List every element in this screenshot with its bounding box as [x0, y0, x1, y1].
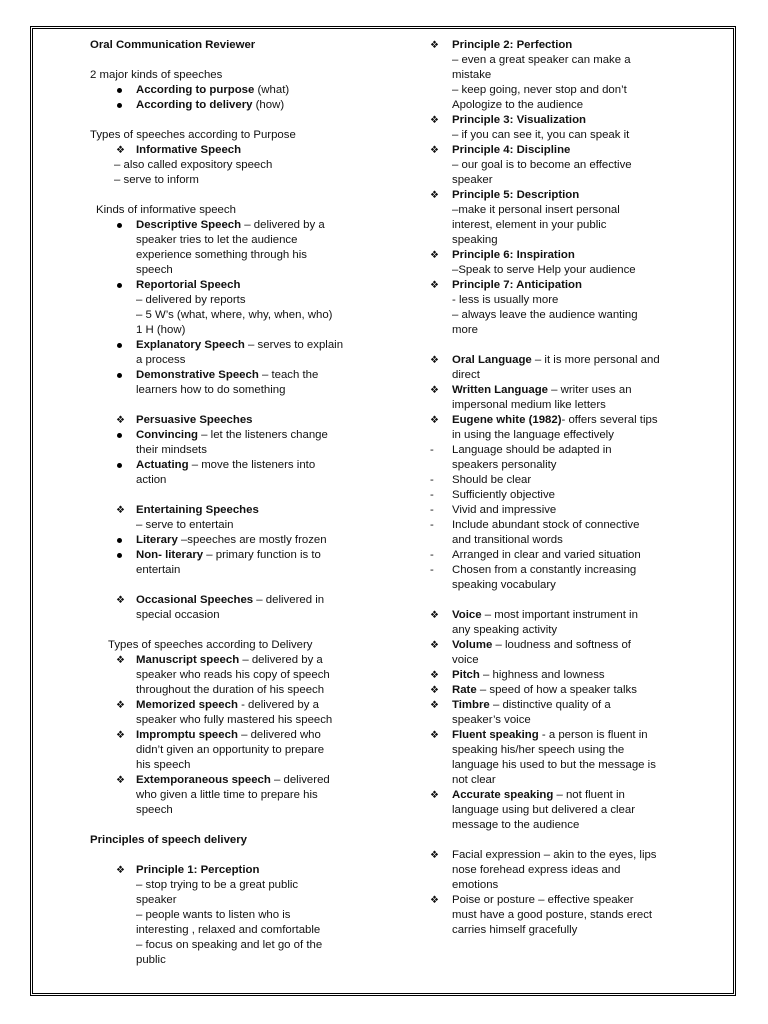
item-first-line [430, 893, 690, 908]
list-item [430, 638, 690, 668]
item-continuation: a process [136, 354, 186, 366]
item-term: Actuating [136, 459, 189, 471]
tip-line: Should be clear [452, 474, 532, 486]
item-continuation: in using the language effectively [452, 429, 614, 441]
item-heading: Principle 6: Inspiration [452, 249, 575, 261]
item-first-line [430, 848, 690, 863]
item-continuation: speech [136, 804, 173, 816]
item-detail: – even a great speaker can make a [452, 54, 631, 66]
bullet-icon [117, 553, 122, 558]
bullet-icon [117, 343, 122, 348]
item-detail: – serve to entertain [136, 519, 234, 531]
item-heading: Principle 7: Anticipation [452, 279, 582, 291]
item-term: Explanatory Speech [136, 339, 245, 351]
item-continuation: speaker’s voice [452, 714, 531, 726]
item-continuation: direct [452, 369, 480, 381]
list-item [90, 83, 375, 98]
item-continuation: carries himself gracefully [452, 924, 578, 936]
item-text: – serves to explain [244, 339, 344, 351]
item-first-line [90, 698, 375, 713]
tip-line: Arranged in clear and varied situation [452, 549, 641, 561]
bullet-icon [117, 538, 122, 543]
item-term: Timbre [452, 699, 490, 711]
item-first-line [430, 353, 690, 368]
item-first-line [90, 338, 375, 353]
principle-item [430, 38, 690, 113]
item-first-line [90, 428, 375, 443]
item-continuation: didn’t given an opportunity to prepare [136, 744, 325, 756]
list-item [90, 458, 375, 488]
item-text: Facial expression – akin to the eyes, lips [452, 849, 657, 861]
item-text: - offers several tips [561, 414, 658, 426]
dash-bullet-icon: - [430, 489, 434, 501]
list-item [430, 353, 690, 383]
item-continuation: not clear [452, 774, 496, 786]
principle-item [430, 278, 690, 338]
item-term: Memorized speech [136, 699, 238, 711]
item-heading: Principle 3: Visualization [452, 114, 586, 126]
item-continuation: speaker who reads his copy of speech [136, 669, 330, 681]
bullet-icon [117, 373, 122, 378]
item-text: – delivered by a [239, 654, 323, 666]
tip-line: Include abundant stock of connective [452, 519, 640, 531]
bullet-icon [117, 283, 122, 288]
item-first-line [430, 698, 690, 713]
dash-bullet-icon: - [430, 444, 434, 456]
item-first-line [90, 218, 375, 233]
item-heading: Principle 4: Discipline [452, 144, 571, 156]
principle-item [430, 143, 690, 188]
tip-item [430, 518, 690, 548]
item-continuation: message to the audience [452, 819, 580, 831]
diamond-bullet-icon: ❖ [430, 700, 439, 711]
item-detail: – if you can see it, you can speak it [452, 129, 630, 141]
item-text: – loudness and softness of [492, 639, 631, 651]
item-term: Accurate speaking [452, 789, 554, 801]
item-text: – delivered who [237, 729, 321, 741]
item-detail: –make it personal insert personal [452, 204, 620, 216]
diamond-bullet-icon: ❖ [430, 610, 439, 621]
spacer [90, 53, 375, 68]
item-term: Volume [452, 639, 493, 651]
item-term: According to delivery [136, 99, 253, 111]
item-term: Manuscript speech [136, 654, 240, 666]
item-term: Reportorial Speech [136, 279, 241, 291]
list-item [430, 893, 690, 938]
item-detail: – stop trying to be a great public [136, 879, 299, 891]
item-detail: - less is usually more [452, 294, 559, 306]
item-text: - a person is fluent in [538, 729, 648, 741]
diamond-bullet-icon: ❖ [116, 655, 125, 666]
item-continuation: special occasion [136, 609, 220, 621]
list-item [430, 383, 690, 413]
item-text: – not fluent in [553, 789, 625, 801]
item-first-line [430, 383, 690, 398]
diamond-bullet-icon: ❖ [430, 415, 439, 426]
list-item [430, 698, 690, 728]
spacer [90, 188, 375, 203]
item-heading: Persuasive Speeches [136, 414, 253, 426]
item-heading: Principle 1: Perception [136, 864, 260, 876]
principle-item [430, 113, 690, 143]
list-item [430, 788, 690, 833]
diamond-bullet-icon: ❖ [430, 40, 439, 51]
tip-line: speaking vocabulary [452, 579, 556, 591]
dash-bullet-icon: - [430, 549, 434, 561]
item-continuation: 1 H (how) [136, 324, 186, 336]
item-detail: more [452, 324, 478, 336]
principle-item [430, 248, 690, 278]
spacer [90, 623, 375, 638]
item-continuation: nose forehead express ideas and [452, 864, 621, 876]
diamond-bullet-icon: ❖ [430, 250, 439, 261]
page-title: Oral Communication Reviewer [90, 39, 256, 51]
item-continuation: any speaking activity [452, 624, 558, 636]
item-first-line [430, 608, 690, 623]
spacer [430, 593, 690, 608]
item-term: Occasional Speeches [136, 594, 254, 606]
diamond-bullet-icon: ❖ [430, 355, 439, 366]
dash-bullet-icon: - [430, 564, 434, 576]
item-first-line [90, 458, 375, 473]
list-item [430, 413, 690, 443]
tip-line: speakers personality [452, 459, 557, 471]
item-text: – delivered in [253, 594, 325, 606]
item-first-line [430, 788, 690, 803]
list-item [90, 533, 375, 548]
item-first-line [430, 683, 690, 698]
item-first-line [90, 83, 375, 98]
diamond-bullet-icon: ❖ [430, 730, 439, 741]
item-text: – delivered [270, 774, 330, 786]
diamond-bullet-icon: ❖ [430, 670, 439, 681]
item-text: – distinctive quality of a [489, 699, 611, 711]
section-heading: Kinds of informative speech [96, 204, 236, 216]
list-item [90, 338, 375, 368]
tip-item [430, 473, 690, 488]
item-continuation: impersonal medium like letters [452, 399, 606, 411]
item-term: Voice [452, 609, 482, 621]
item-continuation: speaker tries to let the audience [136, 234, 298, 246]
dash-bullet-icon: - [430, 519, 434, 531]
list-item [90, 593, 375, 623]
tip-item [430, 503, 690, 518]
item-term: Rate [452, 684, 477, 696]
list-item [90, 503, 375, 533]
item-detail: speaker [136, 894, 177, 906]
item-term: Eugene white (1982) [452, 414, 562, 426]
spacer [90, 578, 375, 593]
diamond-bullet-icon: ❖ [116, 595, 125, 606]
tip-item [430, 488, 690, 503]
item-first-line [90, 653, 375, 668]
item-first-line [430, 668, 690, 683]
tip-line: Sufficiently objective [452, 489, 555, 501]
item-term: Impromptu speech [136, 729, 238, 741]
tip-line: Language should be adapted in [452, 444, 612, 456]
list-item [430, 683, 690, 698]
item-detail: – keep going, never stop and don’t [452, 84, 627, 96]
item-heading: Entertaining Speeches [136, 504, 259, 516]
item-term: Demonstrative Speech [136, 369, 259, 381]
item-text: – writer uses an [547, 384, 632, 396]
item-continuation: – delivered by reports [136, 294, 246, 306]
item-continuation: speech [136, 264, 173, 276]
diamond-bullet-icon: ❖ [430, 640, 439, 651]
item-detail: – serve to inform [114, 174, 199, 186]
tip-line: and transitional words [452, 534, 563, 546]
bullet-icon [117, 223, 122, 228]
item-continuation: their mindsets [136, 444, 207, 456]
item-first-line [90, 368, 375, 383]
item-text: - delivered by a [237, 699, 319, 711]
item-heading: Principle 5: Description [452, 189, 580, 201]
item-continuation: speaker who fully mastered his speech [136, 714, 333, 726]
item-term: According to purpose [136, 84, 255, 96]
item-text: –speeches are mostly frozen [177, 534, 327, 546]
item-text: – most important instrument in [481, 609, 638, 621]
item-continuation: – 5 W’s (what, where, why, when, who) [136, 309, 333, 321]
item-first-line [90, 533, 375, 548]
spacer [430, 338, 690, 353]
item-continuation: his speech [136, 759, 191, 771]
spacer [90, 818, 375, 833]
spacer [90, 113, 375, 128]
bullet-icon [117, 103, 122, 108]
diamond-bullet-icon: ❖ [116, 505, 125, 516]
list-item [90, 698, 375, 728]
item-detail: – always leave the audience wanting [452, 309, 638, 321]
list-item [90, 368, 375, 398]
item-detail: – people wants to listen who is [136, 909, 291, 921]
item-term: Non- literary [136, 549, 204, 561]
list-item [90, 728, 375, 773]
item-first-line [430, 728, 690, 743]
diamond-bullet-icon: ❖ [430, 280, 439, 291]
item-term: Descriptive Speech [136, 219, 242, 231]
diamond-bullet-icon: ❖ [430, 145, 439, 156]
list-item [90, 413, 375, 428]
item-text: – delivered by a [241, 219, 325, 231]
tip-item [430, 443, 690, 473]
diamond-bullet-icon: ❖ [430, 115, 439, 126]
principle-item [430, 188, 690, 248]
bullet-icon [117, 88, 122, 93]
item-text: – teach the [258, 369, 319, 381]
list-item [430, 608, 690, 638]
item-text: (how) [252, 99, 285, 111]
item-continuation: voice [452, 654, 479, 666]
item-detail: speaking [452, 234, 498, 246]
item-text: – highness and lowness [479, 669, 605, 681]
spacer [90, 398, 375, 413]
item-term: Extemporaneous speech [136, 774, 271, 786]
list-item [90, 548, 375, 578]
tip-item [430, 548, 690, 563]
item-text: – let the listeners change [198, 429, 328, 441]
section-heading: Principles of speech delivery [90, 834, 248, 846]
tip-line: Vivid and impressive [452, 504, 557, 516]
item-detail: –Speak to serve Help your audience [452, 264, 636, 276]
item-continuation: must have a good posture, stands erect [452, 909, 653, 921]
list-item [90, 98, 375, 113]
list-item [90, 773, 375, 818]
item-term: Oral Language [452, 354, 532, 366]
item-detail: – focus on speaking and let go of the [136, 939, 323, 951]
item-first-line [430, 413, 690, 428]
item-first-line [90, 728, 375, 743]
list-item [90, 143, 375, 188]
spacer [90, 488, 375, 503]
list-item [90, 863, 375, 968]
item-continuation: language his used to but the message is [452, 759, 656, 771]
item-heading: Principle 2: Perfection [452, 39, 573, 51]
list-item [430, 668, 690, 683]
item-detail: public [136, 954, 166, 966]
left-column [90, 38, 375, 968]
list-item [90, 278, 375, 338]
item-first-line [90, 773, 375, 788]
spacer [90, 848, 375, 863]
diamond-bullet-icon: ❖ [430, 790, 439, 801]
item-term: Pitch [452, 669, 480, 681]
item-detail: Apologize to the audience [452, 99, 584, 111]
diamond-bullet-icon: ❖ [116, 730, 125, 741]
item-text: (what) [254, 84, 290, 96]
list-item [90, 218, 375, 278]
item-text: Poise or posture – effective speaker [452, 894, 634, 906]
diamond-bullet-icon: ❖ [430, 685, 439, 696]
item-term: Written Language [452, 384, 548, 396]
item-term: Literary [136, 534, 178, 546]
list-item [90, 653, 375, 698]
section-heading: Types of speeches according to Purpose [90, 129, 296, 141]
item-continuation: entertain [136, 564, 181, 576]
item-continuation: who given a little time to prepare his [136, 789, 318, 801]
diamond-bullet-icon: ❖ [116, 415, 125, 426]
diamond-bullet-icon: ❖ [430, 190, 439, 201]
bullet-icon [117, 463, 122, 468]
item-first-line [90, 548, 375, 563]
item-first-line [90, 593, 375, 608]
item-continuation: action [136, 474, 167, 486]
item-heading: Informative Speech [136, 144, 242, 156]
diamond-bullet-icon: ❖ [430, 895, 439, 906]
item-text: – it is more personal and [531, 354, 660, 366]
item-text: – primary function is to [203, 549, 321, 561]
item-term: Fluent speaking [452, 729, 539, 741]
item-first-line [90, 278, 375, 293]
dash-bullet-icon: - [430, 474, 434, 486]
spacer [430, 833, 690, 848]
list-item [90, 428, 375, 458]
diamond-bullet-icon: ❖ [116, 775, 125, 786]
item-continuation: experience something through his [136, 249, 307, 261]
diamond-bullet-icon: ❖ [116, 865, 125, 876]
bullet-icon [117, 433, 122, 438]
diamond-bullet-icon: ❖ [430, 385, 439, 396]
item-continuation: emotions [452, 879, 499, 891]
item-detail: interesting , relaxed and comfortable [136, 924, 321, 936]
tip-item [430, 563, 690, 593]
item-first-line [90, 98, 375, 113]
item-detail: speaker [452, 174, 493, 186]
diamond-bullet-icon: ❖ [430, 850, 439, 861]
item-detail: – our goal is to become an effective [452, 159, 632, 171]
section-heading: 2 major kinds of speeches [90, 69, 223, 81]
item-continuation: learners how to do something [136, 384, 286, 396]
list-item [430, 848, 690, 893]
diamond-bullet-icon: ❖ [116, 700, 125, 711]
item-detail: – also called expository speech [114, 159, 273, 171]
diamond-bullet-icon: ❖ [116, 145, 125, 156]
item-text: – move the listeners into [188, 459, 316, 471]
item-first-line [430, 638, 690, 653]
item-detail: interest, element in your public [452, 219, 607, 231]
item-continuation: speaking his/her speech using the [452, 744, 625, 756]
section-heading: Types of speeches according to Delivery [108, 639, 313, 651]
dash-bullet-icon: - [430, 504, 434, 516]
item-term: Convincing [136, 429, 199, 441]
item-continuation: language using but delivered a clear [452, 804, 636, 816]
item-continuation: throughout the duration of his speech [136, 684, 325, 696]
list-item [430, 728, 690, 788]
right-column [430, 38, 690, 938]
tip-line: Chosen from a constantly increasing [452, 564, 637, 576]
item-detail: mistake [452, 69, 492, 81]
item-text: – speed of how a speaker talks [476, 684, 637, 696]
